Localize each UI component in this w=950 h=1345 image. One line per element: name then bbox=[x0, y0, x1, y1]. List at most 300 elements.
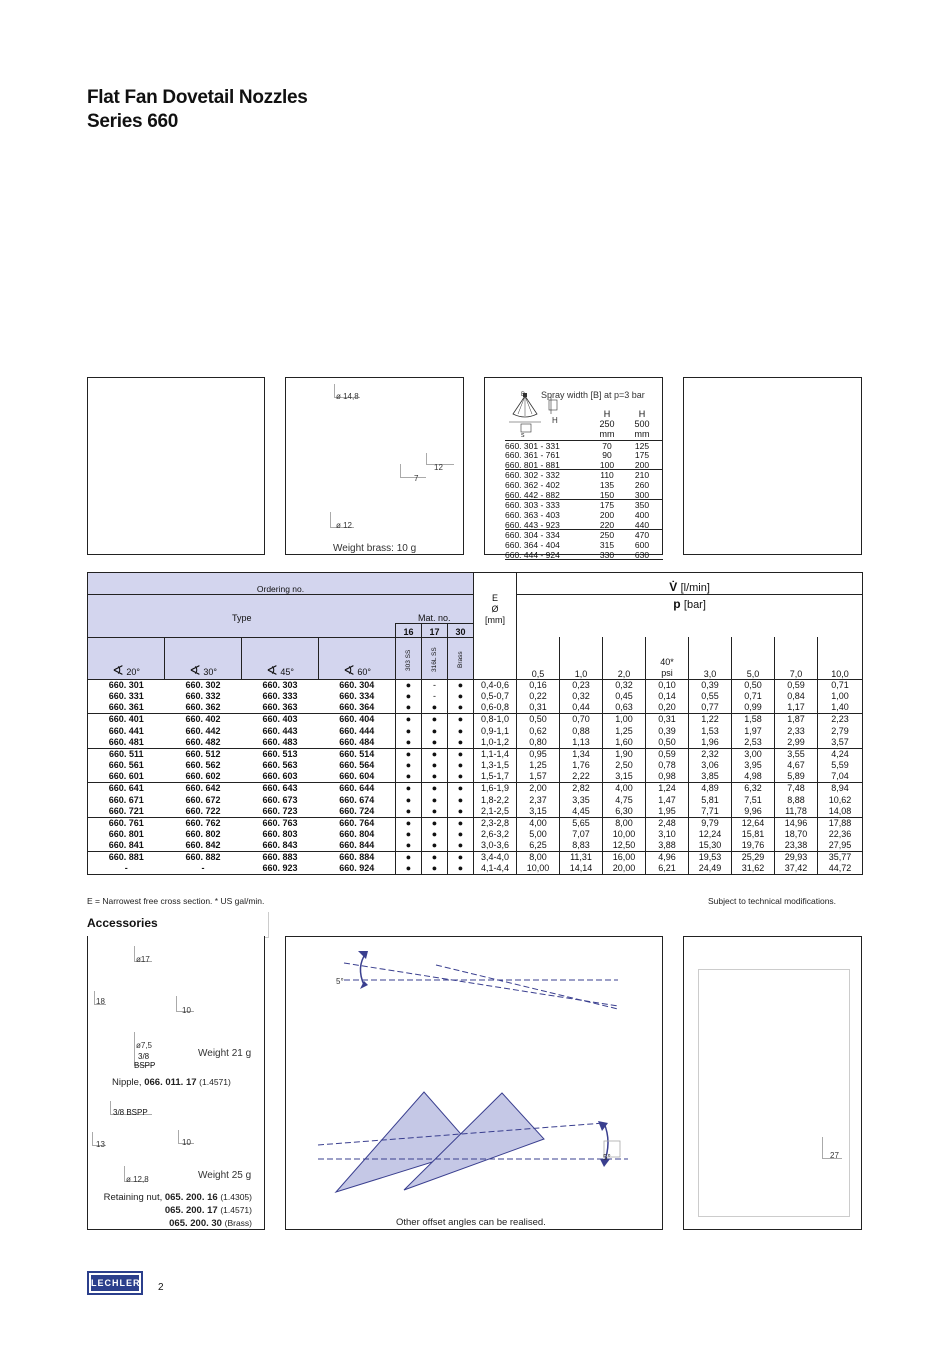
flow-cell: 5,89 bbox=[775, 771, 818, 783]
e-cell: 0,5-0,7 bbox=[474, 691, 517, 703]
flow-header: V̇ [l/min] bbox=[517, 573, 863, 595]
flow-cell: 1,00 bbox=[818, 691, 863, 703]
type-cell: 660. 362 bbox=[165, 702, 242, 714]
flow-cell: 9,79 bbox=[689, 817, 732, 829]
material-cell: ● bbox=[396, 714, 422, 726]
type-cell: 660. 602 bbox=[165, 771, 242, 783]
spray-row-h500: 125 bbox=[634, 441, 650, 451]
col1-h: H bbox=[603, 409, 611, 419]
spray-row-range: 660. 361 - 761 bbox=[505, 450, 560, 460]
material-cell: ● bbox=[422, 783, 448, 795]
flow-cell: 0,77 bbox=[689, 702, 732, 714]
flow-cell: 4,00 bbox=[517, 817, 560, 829]
flow-cell: 1,13 bbox=[560, 737, 603, 749]
flow-cell: 7,04 bbox=[818, 771, 863, 783]
p-col-2: 2,0 bbox=[603, 637, 646, 679]
flow-cell: 29,93 bbox=[775, 852, 818, 864]
acc-d10a: 10 bbox=[182, 1006, 191, 1015]
spray-row bbox=[505, 550, 663, 560]
e-cell: 1,5-1,7 bbox=[474, 771, 517, 783]
e-header: E Ø [mm] bbox=[474, 573, 517, 638]
p-col-4: 3,0 bbox=[689, 637, 732, 679]
accessories-title: Accessories bbox=[87, 916, 158, 930]
flow-cell: 4,98 bbox=[732, 771, 775, 783]
angle-30: ∢ 30° bbox=[165, 637, 242, 679]
flow-cell: 7,51 bbox=[732, 794, 775, 806]
type-cell: 660. 441 bbox=[88, 725, 165, 737]
flow-cell: 2,82 bbox=[560, 783, 603, 795]
flow-cell: 1,76 bbox=[560, 760, 603, 772]
flow-cell: 2,22 bbox=[560, 771, 603, 783]
e-cell: 3,4-4,0 bbox=[474, 852, 517, 864]
type-cell: 660. 302 bbox=[185, 679, 221, 690]
p-col-0: 0,5 bbox=[517, 637, 560, 679]
spray-row-h500: 350 bbox=[634, 500, 650, 510]
flow-cell: 1,97 bbox=[732, 725, 775, 737]
flow-cell: 2,48 bbox=[646, 817, 689, 829]
flow-cell: 0,39 bbox=[646, 725, 689, 737]
flow-cell: 14,14 bbox=[560, 863, 603, 875]
col2-val: 500 bbox=[634, 419, 650, 429]
spray-title: Spray width [B] at p=3 bar bbox=[541, 390, 645, 400]
pressure-header: p [bar] bbox=[517, 595, 863, 638]
e-cell: 0,4-0,6 bbox=[474, 679, 517, 691]
mat-name-303: 303 SS bbox=[396, 637, 422, 679]
type-cell: 660. 674 bbox=[339, 794, 375, 805]
table-row bbox=[88, 863, 863, 875]
flow-cell: 1,17 bbox=[775, 702, 818, 714]
flow-cell: 0,50 bbox=[732, 679, 775, 691]
e-cell: 0,8-1,0 bbox=[474, 714, 517, 726]
material-cell: ● bbox=[396, 771, 422, 783]
spray-row bbox=[505, 450, 663, 460]
flow-cell: 11,78 bbox=[775, 806, 818, 818]
flow-cell: 10,00 bbox=[603, 829, 646, 841]
flow-cell: 0,71 bbox=[818, 679, 863, 691]
flow-cell: 0,59 bbox=[646, 748, 689, 760]
flow-cell: 3,00 bbox=[732, 748, 775, 760]
flow-cell: 10,62 bbox=[818, 794, 863, 806]
material-cell: ● bbox=[396, 817, 422, 829]
table-row bbox=[88, 794, 863, 806]
flow-cell: 3,15 bbox=[603, 771, 646, 783]
material-cell: ● bbox=[448, 806, 474, 818]
flow-cell: 3,55 bbox=[775, 748, 818, 760]
flow-cell: 5,65 bbox=[560, 817, 603, 829]
e-cell: 0,9-1,1 bbox=[474, 725, 517, 737]
type-cell: 660. 601 bbox=[88, 771, 165, 783]
flow-cell: 1,96 bbox=[689, 737, 732, 749]
spray-row-range: 660. 302 - 332 bbox=[505, 470, 560, 480]
flow-cell: 0,16 bbox=[517, 679, 560, 691]
flow-cell: 1,58 bbox=[732, 714, 775, 726]
spray-row bbox=[505, 480, 663, 490]
flow-cell: 5,00 bbox=[517, 829, 560, 841]
flow-cell: 1,87 bbox=[775, 714, 818, 726]
material-cell: ● bbox=[422, 852, 448, 864]
e-cell: 4,1-4,4 bbox=[474, 863, 517, 875]
flow-cell: 8,00 bbox=[603, 817, 646, 829]
type-cell: 660. 763 bbox=[262, 817, 298, 828]
material-cell: ● bbox=[396, 829, 422, 841]
material-cell: - bbox=[422, 691, 448, 703]
e-cell: 2,3-2,8 bbox=[474, 817, 517, 829]
type-cell: 660. 923 bbox=[242, 863, 319, 875]
type-cell: 660. 642 bbox=[185, 783, 221, 793]
flow-cell: 2,79 bbox=[818, 725, 863, 737]
spray-row-h250: 220 bbox=[599, 520, 615, 530]
ordering-no-header: Ordering no. bbox=[88, 573, 474, 595]
type-cell: 660. 722 bbox=[165, 806, 242, 818]
material-cell: ● bbox=[422, 863, 448, 875]
table-row bbox=[88, 725, 863, 737]
mat-name-brass: Brass bbox=[448, 637, 474, 679]
type-cell: 660. 884 bbox=[339, 852, 375, 862]
spray-row bbox=[505, 520, 663, 530]
spray-row-h250: 100 bbox=[599, 460, 615, 470]
material-cell: ● bbox=[448, 829, 474, 841]
spray-row-h500: 470 bbox=[634, 530, 650, 540]
material-cell: ● bbox=[448, 702, 474, 714]
type-header: Type bbox=[88, 595, 396, 624]
material-cell: ● bbox=[422, 714, 448, 726]
dimension-drawing-box bbox=[285, 377, 464, 555]
flow-cell: 14,08 bbox=[818, 806, 863, 818]
spray-row-h250: 200 bbox=[599, 510, 615, 520]
flow-cell: 31,62 bbox=[732, 863, 775, 875]
material-cell: ● bbox=[422, 771, 448, 783]
flow-cell: 11,31 bbox=[560, 852, 603, 864]
type-cell: 660. 762 bbox=[185, 817, 221, 828]
table-row bbox=[88, 817, 863, 829]
spray-row-h250: 175 bbox=[599, 500, 615, 510]
flow-cell: 23,38 bbox=[775, 840, 818, 852]
type-cell: 660. 671 bbox=[88, 794, 165, 806]
type-cell: 660. 481 bbox=[88, 737, 165, 749]
type-cell: 660. 361 bbox=[88, 702, 165, 714]
acc-nipple-line: Nipple, 066. 011. 17 (1.4571) bbox=[112, 1077, 231, 1088]
flow-cell: 4,00 bbox=[603, 783, 646, 795]
spray-row bbox=[505, 500, 663, 510]
type-cell: 660. 562 bbox=[185, 760, 221, 770]
type-cell: - bbox=[165, 863, 242, 875]
material-cell: ● bbox=[422, 806, 448, 818]
spray-row-range: 660. 301 - 331 bbox=[505, 441, 560, 451]
flow-cell: 25,29 bbox=[732, 852, 775, 864]
material-cell: ● bbox=[448, 714, 474, 726]
material-cell: ● bbox=[422, 702, 448, 714]
flow-cell: 7,71 bbox=[689, 806, 732, 818]
spray-row bbox=[505, 460, 663, 470]
nozzle-image-box-2 bbox=[683, 377, 862, 555]
flow-cell: 0,88 bbox=[560, 725, 603, 737]
mat-col-17: 17 bbox=[422, 623, 448, 637]
spray-row-h500: 400 bbox=[634, 510, 650, 520]
p-col-6: 7,0 bbox=[775, 637, 818, 679]
flow-cell: 6,21 bbox=[646, 863, 689, 875]
material-cell: ● bbox=[448, 852, 474, 864]
material-cell: ● bbox=[422, 748, 448, 760]
type-cell: 660. 802 bbox=[185, 829, 221, 839]
table-row bbox=[88, 771, 863, 783]
flow-cell: 6,25 bbox=[517, 840, 560, 852]
material-cell: ● bbox=[448, 748, 474, 760]
spray-row-range: 660. 364 - 404 bbox=[505, 540, 560, 550]
type-cell: 660. 514 bbox=[339, 748, 375, 759]
flow-cell: 3,57 bbox=[818, 737, 863, 749]
flow-cell: 1,47 bbox=[646, 794, 689, 806]
offset-angle-top: 5° bbox=[336, 977, 344, 986]
page-title bbox=[87, 86, 308, 134]
flow-cell: 0,95 bbox=[517, 748, 560, 760]
flow-cell: 16,00 bbox=[603, 852, 646, 864]
type-cell: 660. 403 bbox=[262, 714, 298, 724]
flow-cell: 4,89 bbox=[689, 783, 732, 795]
type-cell: 660. 643 bbox=[262, 783, 298, 793]
acc-bspp-b: BSPP bbox=[134, 1061, 156, 1070]
flow-cell: 1,53 bbox=[689, 725, 732, 737]
material-cell: ● bbox=[448, 817, 474, 829]
e-cell: 1,3-1,5 bbox=[474, 760, 517, 772]
flow-cell: 0,23 bbox=[560, 679, 603, 691]
flow-cell: 0,22 bbox=[517, 691, 560, 703]
table-row bbox=[88, 702, 863, 714]
flow-cell: 4,24 bbox=[818, 748, 863, 760]
e-cell: 1,1-1,4 bbox=[474, 748, 517, 760]
flow-cell: 0,50 bbox=[517, 714, 560, 726]
type-cell: 660. 883 bbox=[262, 852, 298, 862]
table-row bbox=[88, 806, 863, 818]
acc-d27: 27 bbox=[830, 1151, 839, 1160]
type-cell: 660. 513 bbox=[262, 748, 298, 759]
flow-cell: 27,95 bbox=[818, 840, 863, 852]
flow-cell: 3,95 bbox=[732, 760, 775, 772]
flow-cell: 2,37 bbox=[517, 794, 560, 806]
type-cell: 660. 563 bbox=[262, 760, 298, 770]
e-cell: 2,1-2,5 bbox=[474, 806, 517, 818]
type-cell: 660. 842 bbox=[165, 840, 242, 852]
flow-cell: 12,64 bbox=[732, 817, 775, 829]
flow-cell: 0,31 bbox=[517, 702, 560, 714]
material-cell: ● bbox=[422, 829, 448, 841]
material-cell: ● bbox=[448, 771, 474, 783]
flow-cell: 22,36 bbox=[818, 829, 863, 841]
col2-h: H bbox=[638, 409, 646, 419]
type-cell: 660. 444 bbox=[339, 725, 375, 736]
flow-cell: 1,34 bbox=[560, 748, 603, 760]
material-cell: ● bbox=[448, 679, 474, 691]
flow-cell: 2,99 bbox=[775, 737, 818, 749]
table-row bbox=[88, 783, 863, 795]
flow-cell: 0,84 bbox=[775, 691, 818, 703]
material-cell: ● bbox=[396, 760, 422, 772]
flow-cell: 0,10 bbox=[646, 679, 689, 691]
material-cell: ● bbox=[448, 737, 474, 749]
flow-cell: 0,55 bbox=[689, 691, 732, 703]
flow-cell: 44,72 bbox=[818, 863, 863, 875]
flow-cell: 15,81 bbox=[732, 829, 775, 841]
table-row bbox=[88, 760, 863, 772]
type-cell: 660. 843 bbox=[242, 840, 319, 852]
type-cell: 660. 511 bbox=[88, 748, 165, 760]
type-cell: 660. 483 bbox=[242, 737, 319, 749]
material-cell: ● bbox=[396, 737, 422, 749]
flow-cell: 12,24 bbox=[689, 829, 732, 841]
type-cell: 660. 801 bbox=[88, 829, 165, 841]
mat-col-16: 16 bbox=[396, 623, 422, 637]
type-cell: 660. 764 bbox=[339, 817, 375, 828]
spray-row-range: 660. 443 - 923 bbox=[505, 520, 560, 530]
spray-row bbox=[505, 510, 663, 520]
flow-cell: 0,32 bbox=[560, 691, 603, 703]
flow-cell: 10,00 bbox=[517, 863, 560, 875]
acc-d75: ø7,5 bbox=[136, 1041, 153, 1050]
flow-cell: 3,06 bbox=[689, 760, 732, 772]
flow-cell: 1,25 bbox=[603, 725, 646, 737]
acc-bspp-full: 3/8 BSPP bbox=[113, 1108, 148, 1117]
type-cell: 660. 603 bbox=[242, 771, 319, 783]
e-cell: 0,6-0,8 bbox=[474, 702, 517, 714]
flow-cell: 2,33 bbox=[775, 725, 818, 737]
flow-cell: 12,50 bbox=[603, 840, 646, 852]
material-cell: ● bbox=[422, 817, 448, 829]
acc-weight-1: Weight 21 g bbox=[198, 1048, 252, 1059]
material-cell: ● bbox=[396, 794, 422, 806]
spray-row-range: 660. 303 - 333 bbox=[505, 500, 560, 510]
flow-cell: 0,78 bbox=[646, 760, 689, 772]
flow-cell: 0,63 bbox=[603, 702, 646, 714]
e-cell: 2,6-3,2 bbox=[474, 829, 517, 841]
material-cell: ● bbox=[448, 840, 474, 852]
material-cell: ● bbox=[448, 863, 474, 875]
spray-row-h250: 250 bbox=[599, 530, 615, 540]
flow-cell: 1,57 bbox=[517, 771, 560, 783]
flow-cell: 18,70 bbox=[775, 829, 818, 841]
acc-d13: 13 bbox=[96, 1140, 105, 1149]
type-cell: 660. 484 bbox=[319, 737, 396, 749]
flow-cell: 8,00 bbox=[517, 852, 560, 864]
table-row bbox=[88, 737, 863, 749]
type-cell: 660. 841 bbox=[88, 840, 165, 852]
flow-cell: 0,31 bbox=[646, 714, 689, 726]
spray-row bbox=[505, 490, 663, 500]
flow-cell: 1,60 bbox=[603, 737, 646, 749]
flow-cell: 17,88 bbox=[818, 817, 863, 829]
spray-row bbox=[505, 470, 663, 480]
flow-cell: 2,53 bbox=[732, 737, 775, 749]
flow-cell: 5,81 bbox=[689, 794, 732, 806]
offset-angle-box bbox=[285, 936, 663, 1230]
acc-nut-lines: Retaining nut, 065. 200. 16 (1.4305) 065. 200. 17 (1.4571) 065. 200. 30 (Brass) bbox=[103, 1192, 252, 1229]
flow-cell: 1,95 bbox=[646, 806, 689, 818]
flow-cell: 3,35 bbox=[560, 794, 603, 806]
flow-cell: 0,80 bbox=[517, 737, 560, 749]
acc-bspp-a: 3/8 bbox=[138, 1052, 150, 1061]
material-cell: ● bbox=[422, 794, 448, 806]
flow-cell: 19,53 bbox=[689, 852, 732, 864]
spray-row-h250: 150 bbox=[599, 490, 615, 500]
type-cell: 660. 301 bbox=[88, 679, 165, 691]
accessory-image-box bbox=[683, 936, 862, 1230]
flow-cell: 8,94 bbox=[818, 783, 863, 795]
title-line-2: Series 660 bbox=[87, 111, 179, 132]
weight-label: Weight brass: 10 g bbox=[333, 543, 417, 554]
spray-row-range: 660. 442 - 882 bbox=[505, 490, 560, 500]
flow-cell: 0,99 bbox=[732, 702, 775, 714]
flow-cell: 14,96 bbox=[775, 817, 818, 829]
offset-caption: Other offset angles can be realised. bbox=[396, 1217, 546, 1228]
spray-row-h500: 200 bbox=[634, 460, 650, 470]
acc-d18: 18 bbox=[96, 997, 105, 1006]
spray-b-label: B bbox=[521, 392, 526, 398]
flow-cell: 1,24 bbox=[646, 783, 689, 795]
type-cell: 660. 482 bbox=[165, 737, 242, 749]
flow-cell: 6,30 bbox=[603, 806, 646, 818]
type-cell: 660. 401 bbox=[88, 714, 165, 726]
type-cell: 660. 882 bbox=[185, 852, 221, 862]
flow-cell: 0,70 bbox=[560, 714, 603, 726]
col2-unit: mm bbox=[634, 429, 650, 439]
type-cell: 660. 673 bbox=[262, 794, 298, 805]
dim-bottom-label: ø 12 bbox=[336, 521, 353, 530]
type-cell: 660. 761 bbox=[88, 817, 165, 829]
material-cell: ● bbox=[396, 840, 422, 852]
type-cell: 660. 443 bbox=[262, 725, 298, 736]
flow-cell: 2,32 bbox=[689, 748, 732, 760]
page-number: 2 bbox=[158, 1282, 164, 1293]
acc-d128: ø 12,8 bbox=[126, 1175, 149, 1184]
material-cell: ● bbox=[396, 748, 422, 760]
spray-h-label: H bbox=[552, 416, 558, 425]
p-col-3: 40* psi bbox=[646, 637, 689, 679]
flow-cell: 2,00 bbox=[517, 783, 560, 795]
e-cell: 1,0-1,2 bbox=[474, 737, 517, 749]
type-cell: 660. 333 bbox=[262, 691, 298, 701]
dim-top-label: ø 14,8 bbox=[336, 392, 359, 401]
acc-d10b: 10 bbox=[182, 1138, 191, 1147]
spray-row-h500: 260 bbox=[634, 480, 650, 490]
p-col-7: 10,0 bbox=[818, 637, 863, 679]
spray-width-box bbox=[484, 377, 663, 560]
spray-row-range: 660. 801 - 881 bbox=[505, 460, 560, 470]
flow-cell: 8,88 bbox=[775, 794, 818, 806]
flow-cell: 1,22 bbox=[689, 714, 732, 726]
flow-cell: 3,10 bbox=[646, 829, 689, 841]
flow-cell: 15,30 bbox=[689, 840, 732, 852]
material-cell: ● bbox=[396, 725, 422, 737]
flow-cell: 3,15 bbox=[517, 806, 560, 818]
p-col-5: 5,0 bbox=[732, 637, 775, 679]
flow-cell: 20,00 bbox=[603, 863, 646, 875]
type-cell: 660. 442 bbox=[185, 725, 221, 736]
flow-cell: 3,85 bbox=[689, 771, 732, 783]
table-row bbox=[88, 714, 863, 726]
nozzle-table bbox=[87, 572, 863, 875]
flow-cell: 0,45 bbox=[603, 691, 646, 703]
flow-cell: 3,88 bbox=[646, 840, 689, 852]
type-cell: 660. 672 bbox=[185, 794, 221, 805]
flow-cell: 2,50 bbox=[603, 760, 646, 772]
material-cell: ● bbox=[396, 702, 422, 714]
material-cell: ● bbox=[448, 783, 474, 795]
table-row bbox=[88, 829, 863, 841]
acc-weight-2: Weight 25 g bbox=[198, 1170, 252, 1181]
company-logo: LECHLER bbox=[87, 1271, 143, 1295]
type-cell: 660. 334 bbox=[339, 691, 375, 701]
spray-row-h500: 300 bbox=[634, 490, 650, 500]
spray-row-h500: 210 bbox=[634, 470, 650, 480]
spray-s-label: s bbox=[521, 432, 525, 439]
